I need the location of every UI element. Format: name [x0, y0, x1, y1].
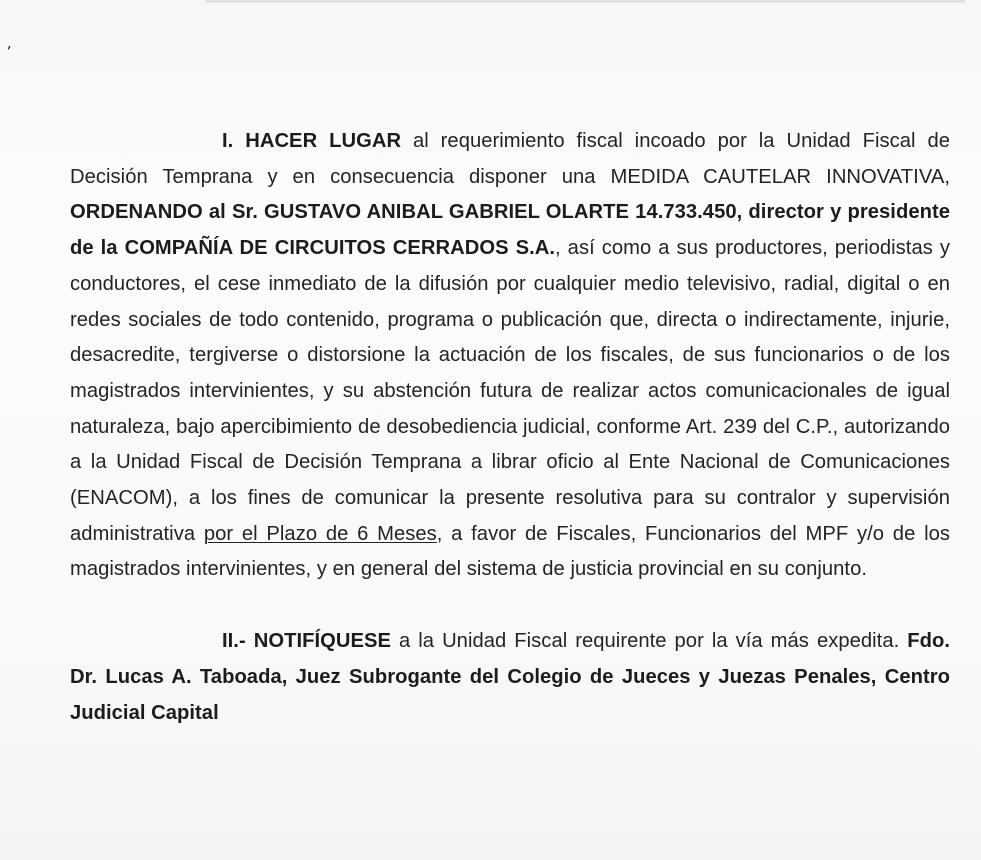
page-edge-shadow [205, 0, 965, 3]
paragraph-1-text-a: al requerimiento fiscal incoado por la Unidad Fiscal de Decisión Temprana y en consecuencia disponer una MEDIDA CAUTELAR INNOVATIVA, [70, 130, 950, 188]
corner-mark: ' [2, 43, 13, 61]
paragraph-1-text-b: , así como a sus productores, periodistas y conductores, el cese inmediato de la difusión por cualquier medio televisivo, radial, digital o en redes sociales de todo contenido, programa o publicación que, directa o indirectamente, injurie, desacredite, tergiverse o distorsione la actuación de los fiscales, de sus funcionarios o de los magistrados intervinientes, y su abstención futura de realizar actos comunicacionales de igual naturaleza, bajo apercibimiento de desobediencia judicial, conforme Art. 239 del C.P., autorizando a la Unidad Fiscal de Decisión Temprana a librar oficio al Ente Nacional de Comunicaciones (ENACOM), a los fines de comunicar la presente resolutiva para su contralor y supervisión administrativa [70, 237, 950, 545]
paragraph-2-text: a la Unidad Fiscal requirente por la vía más expedita. [391, 630, 908, 653]
signature-line: Fdo. Dr. Lucas A. Taboada, Juez Subrogante del Colegio de Jueces y Juezas Penales, Centro Judicial Capital [70, 630, 951, 724]
paragraph-1-heading: I. HACER LUGAR [222, 130, 402, 152]
resolution-paragraph-1 [70, 124, 950, 588]
term-duration: por el Plazo de 6 Meses [203, 522, 437, 545]
document-body [70, 124, 950, 731]
resolution-paragraph-2 [70, 624, 950, 731]
paragraph-1-text-c: , a favor de Fiscales, Funcionarios del MPF y/o de los magistrados intervinientes, y en general del sistema de justicia provincial en su conjunto. [70, 522, 950, 581]
order-statement: ORDENANDO al Sr. GUSTAVO ANIBAL GABRIEL OLARTE 14.733.450, director y presidente de la COMPAÑÍA DE CIRCUITOS CERRADOS S.A. [70, 201, 950, 260]
paragraph-2-heading: II.- NOTIFÍQUESE [222, 630, 391, 653]
